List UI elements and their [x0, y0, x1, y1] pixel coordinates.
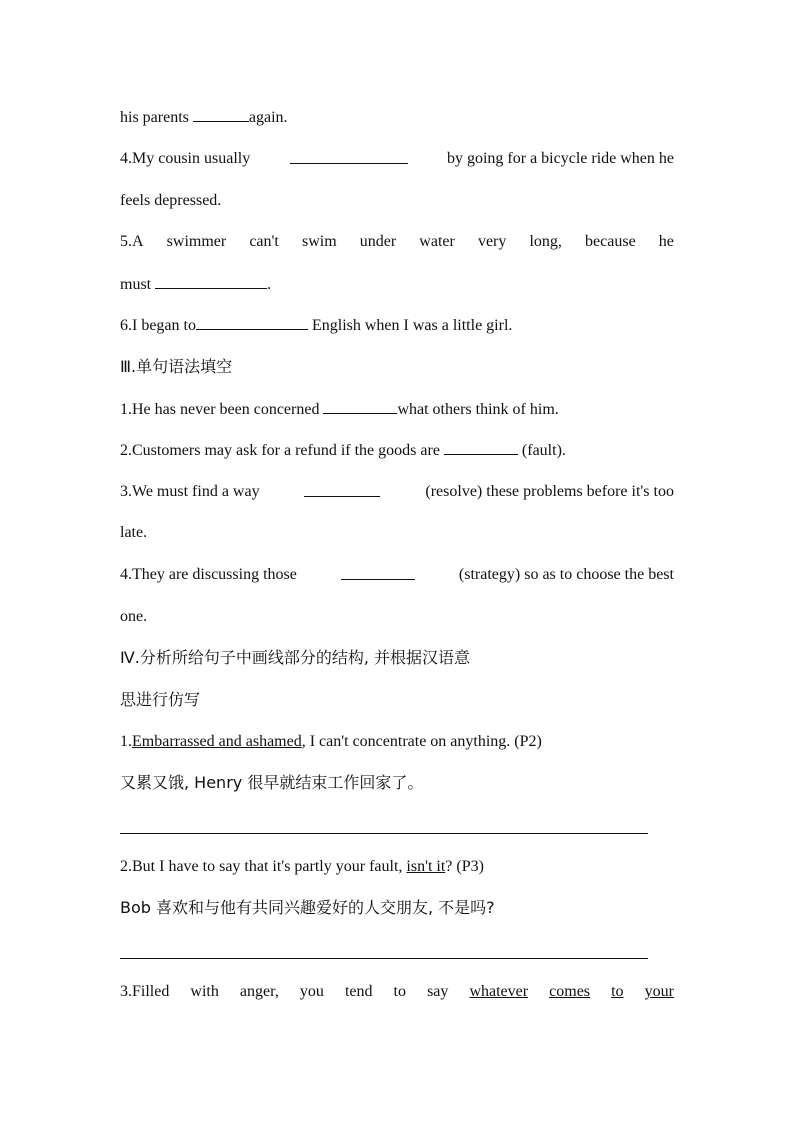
text: 2.Customers may ask for a refund if the goods are [120, 442, 444, 459]
answer-blank[interactable] [323, 399, 397, 414]
answer-blank[interactable] [196, 315, 308, 330]
section-heading: Ⅲ.单句语法填空 [120, 357, 233, 376]
translation-prompt: Bob 喜欢和与他有共同兴趣爱好的人交朋友, 不是吗? [120, 898, 495, 917]
translation-prompt: 又累又饿, Henry 很早就结束工作回家了。 [120, 773, 424, 792]
exercise-line [120, 274, 674, 295]
text: 1.He has never been concerned [120, 401, 324, 418]
answer-blank[interactable] [193, 107, 249, 122]
text: by going for a bicycle ride when he [446, 150, 674, 167]
exercise-line [120, 440, 674, 461]
text: English when I was a little girl. [307, 317, 513, 334]
text: 1. [120, 733, 132, 750]
word: swimmer [166, 233, 227, 250]
exercise-line [120, 482, 674, 502]
model-sentence [120, 732, 674, 752]
exercise-line [120, 107, 674, 128]
word: say [427, 983, 449, 1000]
text: . [267, 276, 272, 293]
answer-blank[interactable] [155, 274, 267, 289]
word: with [190, 983, 219, 1000]
exercise-line [120, 607, 674, 627]
text: ? (P3) [445, 858, 484, 875]
exercise-line [120, 315, 674, 336]
exercise-line [120, 191, 674, 211]
exercise-line [120, 523, 674, 543]
text: (strategy) so as to choose the best [458, 566, 674, 583]
text: his parents [120, 109, 193, 126]
text: must [120, 276, 156, 293]
word: 3.Filled [120, 983, 170, 1000]
model-sentence [120, 857, 674, 877]
word: tend [344, 983, 373, 1000]
text: 2.But I have to say that it's partly your fault, [120, 858, 407, 875]
underlined-word: comes [549, 983, 591, 1000]
text: 6.I began to [120, 317, 196, 334]
word: swim [301, 233, 337, 250]
answer-blank[interactable] [341, 565, 415, 580]
section-heading-cont: 思进行仿写 [120, 690, 201, 709]
underlined-word: to [611, 983, 624, 1000]
underlined-phrase: Embarrassed and ashamed [132, 733, 302, 750]
text: (fault). [517, 442, 566, 459]
word: you [299, 983, 324, 1000]
word: under [359, 233, 397, 250]
answer-line[interactable] [120, 833, 648, 834]
exercise-line [120, 399, 674, 420]
text: late. [120, 524, 148, 541]
underlined-word: whatever [469, 983, 529, 1000]
text: what others think of him. [397, 401, 559, 418]
text: again. [248, 109, 288, 126]
text: 4.They are discussing those [120, 566, 297, 583]
exercise-line [120, 149, 674, 169]
answer-blank[interactable] [304, 482, 380, 497]
text: feels depressed. [120, 192, 222, 209]
text: 3.We must find a way [120, 483, 260, 500]
answer-blank[interactable] [444, 440, 518, 455]
answer-blank[interactable] [290, 149, 408, 164]
exercise-line [120, 232, 674, 252]
word: 5.A [120, 233, 144, 250]
word: long, [529, 233, 562, 250]
word: because [585, 233, 636, 250]
word: very [477, 233, 507, 250]
underlined-phrase: isn't it [406, 858, 446, 875]
text: one. [120, 608, 148, 625]
word: water [419, 233, 455, 250]
word: can't [249, 233, 279, 250]
word: he [658, 233, 674, 250]
word: to [393, 983, 406, 1000]
underlined-word: your [644, 983, 674, 1000]
word: anger, [239, 983, 279, 1000]
answer-line[interactable] [120, 958, 648, 959]
exercise-line [120, 565, 674, 585]
text: (resolve) these problems before it's too [425, 483, 674, 500]
text: 4.My cousin usually [120, 150, 251, 167]
model-sentence [120, 982, 674, 1002]
section-heading: Ⅳ.分析所给句子中画线部分的结构, 并根据汉语意 [120, 648, 471, 667]
text: , I can't concentrate on anything. (P2) [301, 733, 542, 750]
